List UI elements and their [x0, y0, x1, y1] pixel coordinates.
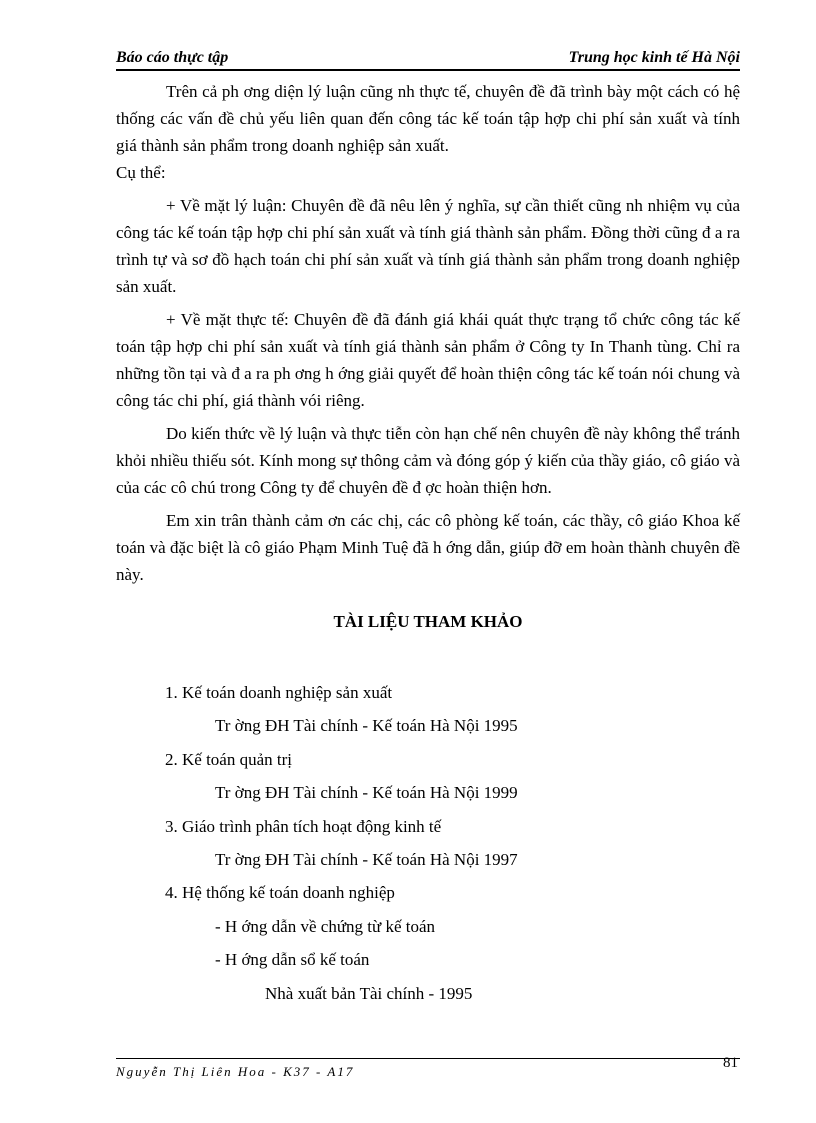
paragraph-specifics-label: Cụ thể:: [116, 163, 166, 182]
reference-item-3: 3. Giáo trình phân tích hoạt động kinh tế: [165, 817, 442, 836]
body-text: [116, 78, 740, 594]
paragraph-summary: Trên cả ph ơng diện lý luận cũng nh thực tế, chuyên đề đã trình bày một cách có hệ thống các vấn đề chủ yếu liên quan đến công tác kế toán tập hợp chi phí sản xuất và tính giá thành sản phẩm trong doanh nghiệp sản xuất.: [116, 82, 740, 155]
header-right-text: Trung học kinh tế Hà Nội: [568, 49, 740, 66]
page-footer: [116, 1055, 740, 1081]
reference-subitem-ledgers: - H ớng dẫn sổ kế toán: [215, 950, 370, 969]
page-number: 81: [723, 1055, 738, 1071]
reference-item-4: 4. Hệ thống kế toán doanh nghiệp: [165, 883, 395, 902]
reference-publisher-3: Tr ờng ĐH Tài chính - Kế toán Hà Nội 1997: [215, 850, 518, 869]
references-title: TÀI LIỆU THAM KHẢO: [333, 612, 523, 631]
reference-publisher-4: Nhà xuất bản Tài chính - 1995: [265, 984, 473, 1003]
reference-publisher-2: Tr ờng ĐH Tài chính - Kế toán Hà Nội 1999: [215, 783, 518, 802]
footer-author: Nguyễn Thị Liên Hoa - K37 - A17: [116, 1064, 355, 1079]
header-left-text: Báo cáo thực tập: [116, 49, 229, 66]
reference-item-2: 2. Kế toán quản trị: [165, 750, 292, 769]
paragraph-theory: + Về mặt lý luận: Chuyên đề đã nêu lên ý nghĩa, sự cần thiết cũng nh nhiệm vụ của công tác kế toán tập hợp chi phí sản xuất và tính giá thành sản phẩm. Đồng thời cũng đ a ra trình tự và sơ đồ hạch toán chi phí sản xuất và tính giá thành sản phẩm trong doanh nghiệp sản xuất.: [116, 196, 740, 296]
reference-item-1: 1. Kế toán doanh nghiệp sản xuất: [165, 683, 393, 702]
paragraph-practice: + Về mặt thực tế: Chuyên đề đã đánh giá khái quát thực trạng tổ chức công tác kế toán tập hợp chi phí sản xuất và tính giá thành sản phẩm ở Công ty In Thanh tùng. Chỉ ra những tồn tại và đ a ra ph ơng h ớng giải quyết để hoàn thiện công tác kế toán nói chung và công tác chi phí, giá thành vói riêng.: [116, 310, 740, 410]
paragraph-limitations: Do kiến thức về lý luận và thực tiễn còn hạn chế nên chuyên đề này không thể tránh khỏi nhiều thiếu sót. Kính mong sự thông cảm và đóng góp ý kiến của thầy giáo, cô giáo và của các cô chú trong Công ty để chuyên đề đ ợc hoàn thiện hơn.: [116, 424, 740, 497]
page-header: [116, 47, 740, 71]
reference-publisher-1: Tr ờng ĐH Tài chính - Kế toán Hà Nội 1995: [215, 716, 518, 735]
reference-subitem-vouchers: - H ớng dẫn về chứng từ kế toán: [215, 917, 436, 936]
paragraph-thanks: Em xin trân thành cảm ơn các chị, các cô phòng kế toán, các thầy, cô giáo Khoa kế toán và đặc biệt là cô giáo Phạm Minh Tuệ đã h ớng dẫn, giúp đỡ em hoàn thành chuyên đề này.: [116, 511, 740, 584]
